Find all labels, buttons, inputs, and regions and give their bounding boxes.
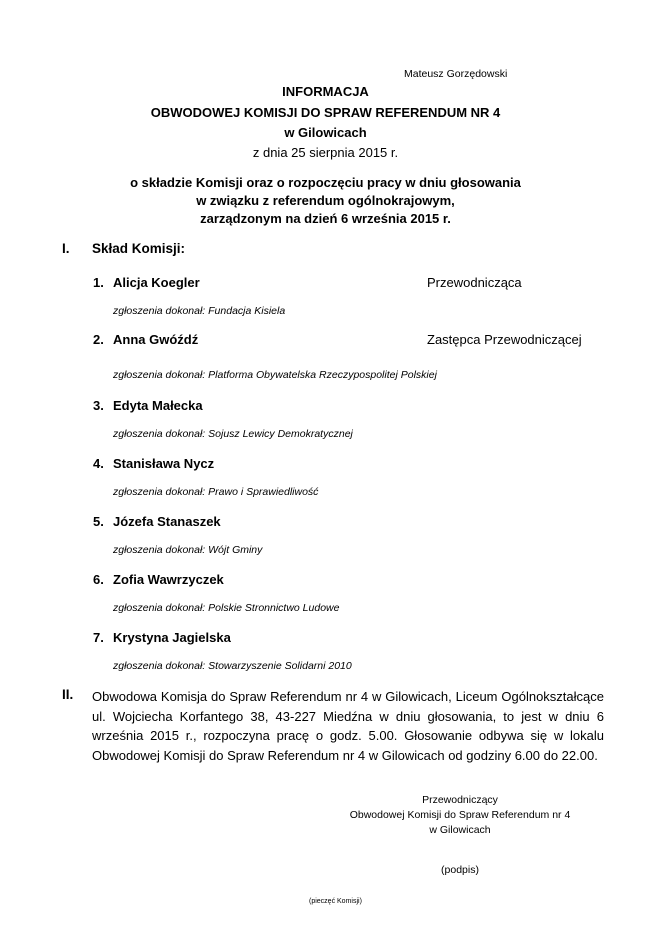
member-number: 1. (93, 275, 104, 290)
member-number: 5. (93, 514, 104, 529)
member-role: Zastępca Przewodniczącej (427, 332, 582, 347)
signature-location: w Gilowicach (429, 824, 491, 836)
paragraph-line: września 2015 r., rozpoczyna pracę o godz. 5.00. Głosowanie odbywa się w lokalu (92, 728, 604, 743)
member-name: Józefa Stanaszek (113, 514, 221, 529)
section-1-numeral: I. (62, 241, 70, 256)
member-name: Alicja Koegler (113, 275, 200, 290)
member-nomination: zgłoszenia dokonał: Polskie Stronnictwo Ludowe (113, 602, 340, 614)
signature-commission: Obwodowej Komisji do Spraw Referendum nr 4 (349, 809, 571, 821)
paragraph-line: Obwodowej Komisji do Spraw Referendum nr 4 w Gilowicach od godziny 6.00 do 22.00. (92, 747, 598, 763)
member-nomination: zgłoszenia dokonał: Wójt Gminy (113, 544, 263, 556)
member-name: Edyta Małecka (113, 398, 203, 413)
member-number: 2. (93, 332, 104, 347)
stamp-placeholder: (pieczęć Komisji) (309, 898, 362, 905)
section-2-paragraph (92, 687, 604, 765)
paragraph-line: Obwodowa Komisja do Spraw Referendum nr 4 w Gilowicach, Liceum Ogólnokształcące (92, 689, 604, 704)
commission-name: OBWODOWEJ KOMISJI DO SPRAW REFERENDUM NR 4 (150, 105, 501, 120)
member-name: Stanisława Nycz (113, 456, 215, 471)
member-name: Krystyna Jagielska (113, 630, 231, 645)
signature-title: Przewodniczący (422, 794, 498, 806)
document-date: z dnia 25 sierpnia 2015 r. (252, 145, 399, 160)
member-number: 7. (93, 630, 104, 645)
subject-line-1: o składzie Komisji oraz o rozpoczęciu pracy w dniu głosowania (130, 175, 521, 190)
commission-location: w Gilowicach (284, 125, 367, 140)
section-2-numeral: II. (62, 687, 74, 702)
member-nomination: zgłoszenia dokonał: Prawo i Sprawiedliwość (113, 486, 319, 498)
member-role: Przewodnicząca (427, 275, 522, 290)
member-nomination: zgłoszenia dokonał: Sojusz Lewicy Demokratycznej (113, 428, 353, 440)
member-number: 3. (93, 398, 104, 413)
member-name: Zofia Wawrzyczek (113, 572, 224, 587)
author-name: Mateusz Gorzędowski (404, 68, 508, 80)
subject-line-2: w związku z referendum ogólnokrajowym, (196, 193, 455, 208)
member-nomination: zgłoszenia dokonał: Platforma Obywatelska Rzeczypospolitej Polskiej (113, 369, 437, 381)
document-title: INFORMACJA (282, 84, 369, 99)
member-name: Anna Gwóźdź (113, 332, 199, 347)
member-nomination: zgłoszenia dokonał: Fundacja Kisiela (113, 305, 286, 317)
member-number: 6. (93, 572, 104, 587)
signature-placeholder: (podpis) (441, 864, 479, 876)
section-1-heading: Skład Komisji: (92, 241, 186, 256)
member-number: 4. (93, 456, 104, 471)
paragraph-line: ul. Wojciecha Korfantego 38, 43-227 Miedźna w dniu głosowania, to jest w dniu 6 (92, 708, 604, 724)
subject-line-3: zarządzonym na dzień 6 września 2015 r. (200, 211, 451, 226)
member-nomination: zgłoszenia dokonał: Stowarzyszenie Solidarni 2010 (113, 660, 352, 672)
